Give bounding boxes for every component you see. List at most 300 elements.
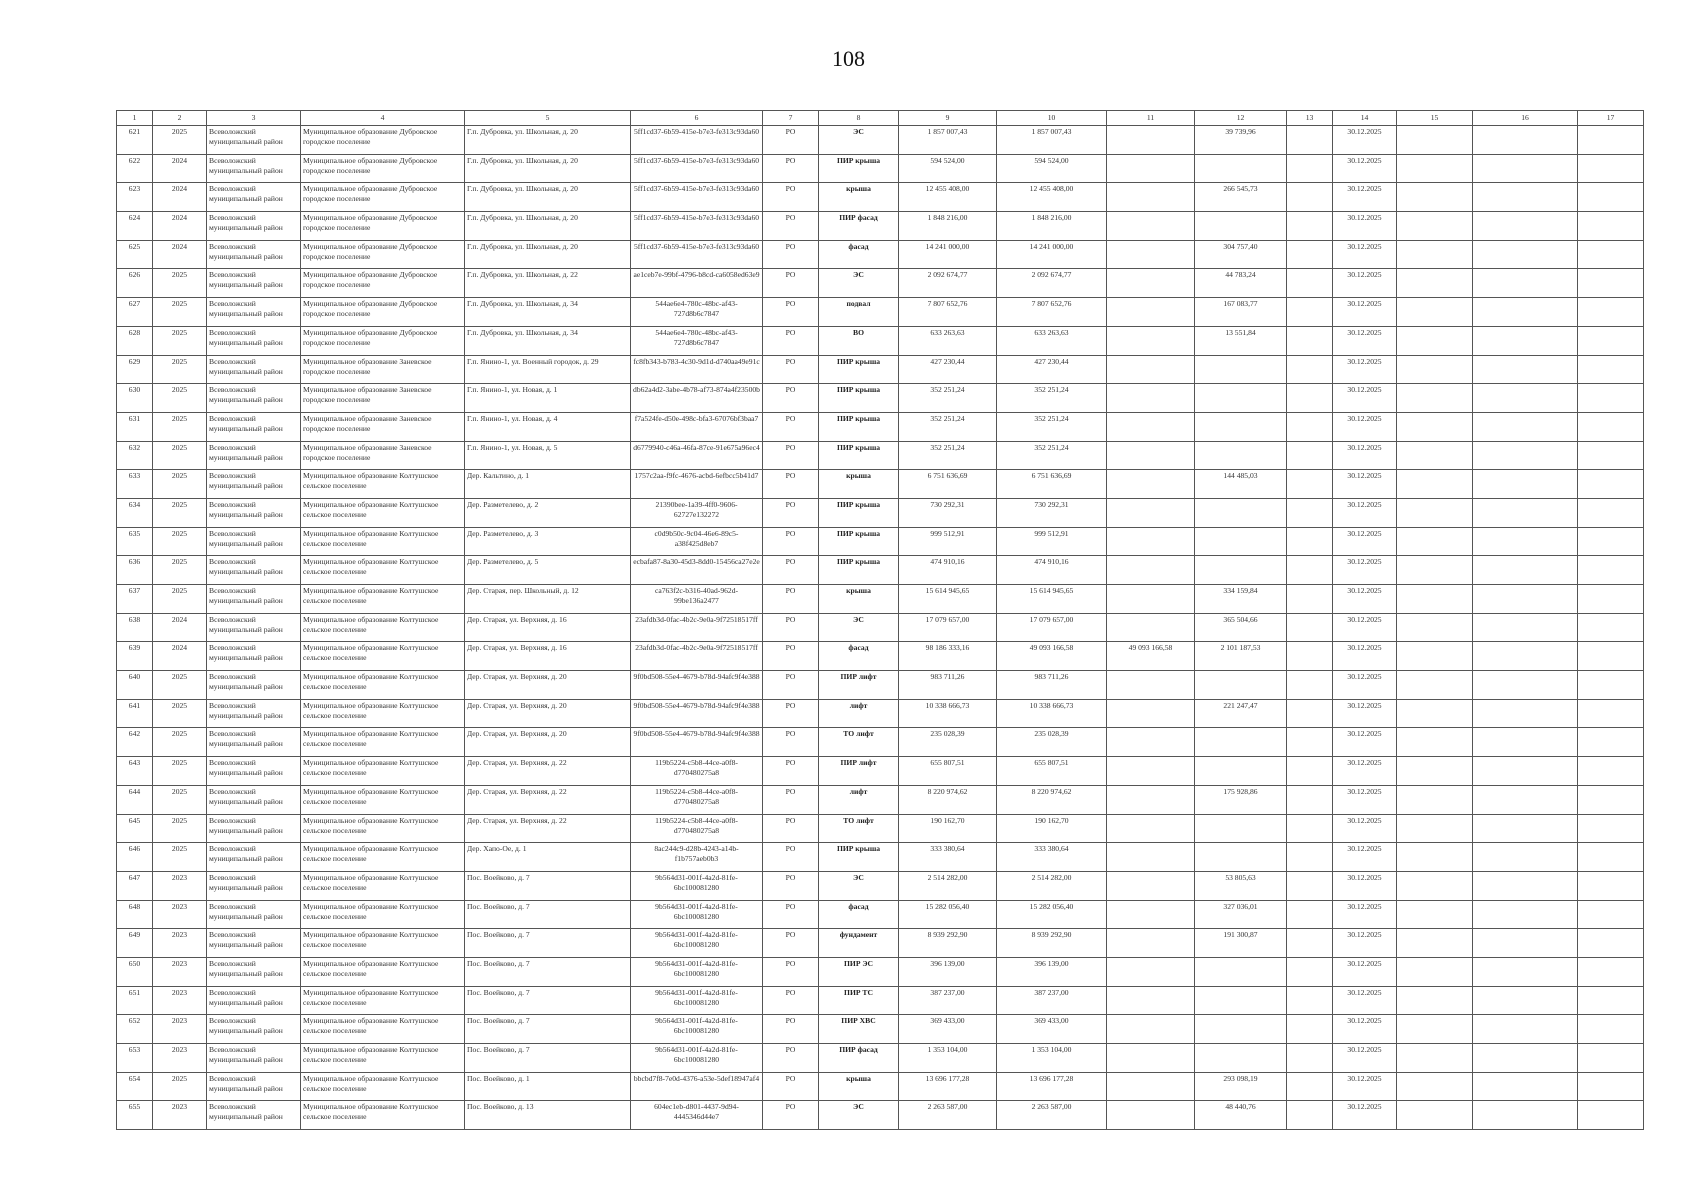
table-cell <box>1397 699 1473 728</box>
table-cell: 655 807,51 <box>899 757 997 786</box>
table-cell: РО <box>763 384 819 413</box>
table-cell: Г.п. Дубровка, ул. Школьная, д. 20 <box>465 126 631 155</box>
table-cell: 2 092 674,77 <box>899 269 997 298</box>
table-cell: 266 545,73 <box>1195 183 1287 212</box>
table-cell <box>1107 871 1195 900</box>
table-cell: Всеволожский муниципальный район <box>207 613 301 642</box>
table-cell <box>1473 441 1578 470</box>
table-cell: Всеволожский муниципальный район <box>207 412 301 441</box>
table-cell <box>1287 900 1333 929</box>
table-cell: d6779940-c46a-46fa-87ce-91e675a96ec4 <box>631 441 763 470</box>
table-cell: 2 514 282,00 <box>997 871 1107 900</box>
table-cell: Муниципальное образование Заневское городское поселение <box>301 412 465 441</box>
table-cell: Муниципальное образование Колтушское сельское поселение <box>301 785 465 814</box>
table-cell: Г.п. Дубровка, ул. Школьная, д. 20 <box>465 154 631 183</box>
table-cell <box>1397 384 1473 413</box>
column-header: 3 <box>207 111 301 126</box>
table-cell: РО <box>763 441 819 470</box>
table-cell: 5ff1cd37-6b59-415e-b7e3-fe313c93da60 <box>631 240 763 269</box>
table-cell: Муниципальное образование Колтушское сельское поселение <box>301 585 465 614</box>
table-cell: ПИР ЭС <box>819 957 899 986</box>
table-row <box>117 871 1644 900</box>
table-cell: 627 <box>117 298 153 327</box>
table-cell: 6 751 636,69 <box>899 470 997 499</box>
table-cell: Всеволожский муниципальный район <box>207 527 301 556</box>
table-cell: 10 338 666,73 <box>997 699 1107 728</box>
table-cell: 2025 <box>153 298 207 327</box>
column-header: 14 <box>1333 111 1397 126</box>
table-cell: 639 <box>117 642 153 671</box>
table-cell: 30.12.2025 <box>1333 814 1397 843</box>
table-cell <box>1473 957 1578 986</box>
table-cell <box>1578 498 1644 527</box>
table-cell: 544ae6e4-780c-48bc-af43-727d8b6c7847 <box>631 326 763 355</box>
table-cell: 2025 <box>153 671 207 700</box>
table-cell <box>1578 441 1644 470</box>
table-cell: 2025 <box>153 126 207 155</box>
table-cell: ПИР крыша <box>819 384 899 413</box>
table-cell <box>1107 699 1195 728</box>
table-row <box>117 699 1644 728</box>
table-cell: Пос. Воейково, д. 13 <box>465 1101 631 1130</box>
table-cell: 2024 <box>153 154 207 183</box>
table-cell: Пос. Воейково, д. 7 <box>465 957 631 986</box>
table-cell: крыша <box>819 183 899 212</box>
table-cell: 6 751 636,69 <box>997 470 1107 499</box>
table-cell <box>1397 1015 1473 1044</box>
table-cell: Муниципальное образование Колтушское сельское поселение <box>301 1015 465 1044</box>
table-cell <box>1397 957 1473 986</box>
table-cell: Всеволожский муниципальный район <box>207 441 301 470</box>
table-cell: Дер. Разметелево, д. 2 <box>465 498 631 527</box>
table-row <box>117 441 1644 470</box>
table-cell: 1 848 216,00 <box>899 212 997 241</box>
table-cell: Всеволожский муниципальный район <box>207 212 301 241</box>
table-cell: 655 <box>117 1101 153 1130</box>
table-cell: Г.п. Дубровка, ул. Школьная, д. 20 <box>465 240 631 269</box>
table-cell: ae1ceb7e-99bf-4796-b8cd-ca6058ed63e9 <box>631 269 763 298</box>
table-cell: Всеволожский муниципальный район <box>207 929 301 958</box>
table-cell: 625 <box>117 240 153 269</box>
table-cell: 1 353 104,00 <box>997 1044 1107 1073</box>
table-cell: подвал <box>819 298 899 327</box>
table-cell <box>1473 269 1578 298</box>
table-cell <box>1578 1044 1644 1073</box>
table-cell <box>1287 642 1333 671</box>
table-cell: 333 380,64 <box>997 843 1107 872</box>
table-cell <box>1195 556 1287 585</box>
column-header: 16 <box>1473 111 1578 126</box>
table-cell <box>1195 757 1287 786</box>
table-cell: 2023 <box>153 871 207 900</box>
table-cell: ЭС <box>819 269 899 298</box>
table-cell <box>1287 412 1333 441</box>
table-cell: 48 440,76 <box>1195 1101 1287 1130</box>
table-cell: 2025 <box>153 814 207 843</box>
column-header: 6 <box>631 111 763 126</box>
table-cell: 9b564d31-001f-4a2d-81fe-6bc100081280 <box>631 900 763 929</box>
table-cell: 30.12.2025 <box>1333 871 1397 900</box>
table-cell: 387 237,00 <box>997 986 1107 1015</box>
table-cell <box>1397 126 1473 155</box>
table-cell: РО <box>763 843 819 872</box>
table-cell: 352 251,24 <box>997 384 1107 413</box>
table-cell: 30.12.2025 <box>1333 154 1397 183</box>
table-cell: Всеволожский муниципальный район <box>207 671 301 700</box>
table-row <box>117 785 1644 814</box>
table-row <box>117 1072 1644 1101</box>
table-cell: ВО <box>819 326 899 355</box>
table-cell: 5ff1cd37-6b59-415e-b7e3-fe313c93da60 <box>631 126 763 155</box>
table-row <box>117 384 1644 413</box>
table-cell <box>1397 986 1473 1015</box>
table-cell <box>1107 126 1195 155</box>
table-cell <box>1195 986 1287 1015</box>
table-cell: 640 <box>117 671 153 700</box>
table-cell: 39 739,96 <box>1195 126 1287 155</box>
table-cell: РО <box>763 785 819 814</box>
table-cell: 30.12.2025 <box>1333 699 1397 728</box>
table-cell: 623 <box>117 183 153 212</box>
table-cell <box>1107 1015 1195 1044</box>
table-cell: 9b564d31-001f-4a2d-81fe-6bc100081280 <box>631 871 763 900</box>
table-cell: 649 <box>117 929 153 958</box>
table-cell <box>1578 900 1644 929</box>
table-cell: 352 251,24 <box>899 441 997 470</box>
table-cell <box>1287 1015 1333 1044</box>
table-cell: 30.12.2025 <box>1333 326 1397 355</box>
table-row <box>117 843 1644 872</box>
table-row <box>117 412 1644 441</box>
table-cell <box>1397 326 1473 355</box>
table-cell: крыша <box>819 585 899 614</box>
table-cell <box>1107 154 1195 183</box>
table-cell: РО <box>763 1044 819 1073</box>
table-cell: 5ff1cd37-6b59-415e-b7e3-fe313c93da60 <box>631 183 763 212</box>
table-cell: Муниципальное образование Колтушское сельское поселение <box>301 814 465 843</box>
table-cell: 2024 <box>153 183 207 212</box>
table-cell <box>1195 957 1287 986</box>
table-cell <box>1473 1072 1578 1101</box>
table-cell <box>1287 843 1333 872</box>
table-cell: Пос. Воейково, д. 7 <box>465 900 631 929</box>
table-cell: РО <box>763 900 819 929</box>
header-row <box>117 111 1644 126</box>
table-cell: 2023 <box>153 1015 207 1044</box>
table-cell: РО <box>763 814 819 843</box>
table-cell: 2025 <box>153 728 207 757</box>
table-cell: ПИР крыша <box>819 498 899 527</box>
table-cell <box>1287 126 1333 155</box>
column-header: 7 <box>763 111 819 126</box>
table-row <box>117 642 1644 671</box>
table-cell: 190 162,70 <box>899 814 997 843</box>
table-cell: лифт <box>819 785 899 814</box>
table-row <box>117 814 1644 843</box>
table-cell: 2025 <box>153 326 207 355</box>
table-cell: 12 455 408,00 <box>899 183 997 212</box>
table-cell <box>1397 240 1473 269</box>
table-cell <box>1107 470 1195 499</box>
table-cell <box>1287 183 1333 212</box>
table-cell: 2 092 674,77 <box>997 269 1107 298</box>
table-cell <box>1107 183 1195 212</box>
table-cell: 144 485,03 <box>1195 470 1287 499</box>
table-cell: fc8fb343-b783-4c30-9d1d-d740aa49e91c <box>631 355 763 384</box>
table-cell <box>1578 384 1644 413</box>
table-cell <box>1578 269 1644 298</box>
table-cell <box>1578 642 1644 671</box>
table-cell <box>1287 1044 1333 1073</box>
table-row <box>117 900 1644 929</box>
table-cell <box>1107 412 1195 441</box>
table-cell: Дер. Старая, ул. Верхняя, д. 20 <box>465 671 631 700</box>
table-cell: 2025 <box>153 785 207 814</box>
table-cell: Всеволожский муниципальный район <box>207 498 301 527</box>
table-cell <box>1287 384 1333 413</box>
table-cell: 646 <box>117 843 153 872</box>
table-cell: Муниципальное образование Колтушское сельское поселение <box>301 613 465 642</box>
table-cell: 983 711,26 <box>997 671 1107 700</box>
table-row <box>117 269 1644 298</box>
table-cell: 49 093 166,58 <box>997 642 1107 671</box>
table-cell: 645 <box>117 814 153 843</box>
table-cell <box>1473 1015 1578 1044</box>
table-cell: Всеволожский муниципальный район <box>207 326 301 355</box>
table-cell: 30.12.2025 <box>1333 1015 1397 1044</box>
table-cell: 352 251,24 <box>997 412 1107 441</box>
table-cell: 2025 <box>153 498 207 527</box>
table-cell: Всеволожский муниципальный район <box>207 1015 301 1044</box>
table-cell: Всеволожский муниципальный район <box>207 843 301 872</box>
table-cell: Всеволожский муниципальный район <box>207 957 301 986</box>
table-cell: 30.12.2025 <box>1333 355 1397 384</box>
table-row <box>117 126 1644 155</box>
table-cell <box>1397 556 1473 585</box>
table-cell: 304 757,40 <box>1195 240 1287 269</box>
table-cell: f7a524fe-d50e-498c-bfa3-67076bf3baa7 <box>631 412 763 441</box>
table-cell: 175 928,86 <box>1195 785 1287 814</box>
table-cell: Всеволожский муниципальный район <box>207 642 301 671</box>
table-cell <box>1107 212 1195 241</box>
table-cell: 2024 <box>153 240 207 269</box>
table-cell: 30.12.2025 <box>1333 240 1397 269</box>
data-table <box>116 110 1644 1130</box>
table-cell <box>1397 785 1473 814</box>
table-cell <box>1195 1044 1287 1073</box>
column-header: 2 <box>153 111 207 126</box>
table-cell <box>1578 212 1644 241</box>
table-cell <box>1287 355 1333 384</box>
table-cell: ЭС <box>819 871 899 900</box>
table-cell: 396 139,00 <box>899 957 997 986</box>
table-cell: Муниципальное образование Колтушское сельское поселение <box>301 642 465 671</box>
table-cell: 427 230,44 <box>997 355 1107 384</box>
table-row <box>117 556 1644 585</box>
table-cell: 30.12.2025 <box>1333 470 1397 499</box>
table-cell <box>1578 1072 1644 1101</box>
table-cell <box>1397 585 1473 614</box>
table-row <box>117 957 1644 986</box>
table-cell: Всеволожский муниципальный район <box>207 785 301 814</box>
table-row <box>117 986 1644 1015</box>
table-cell: 9b564d31-001f-4a2d-81fe-6bc100081280 <box>631 957 763 986</box>
table-cell: РО <box>763 212 819 241</box>
table-cell: 30.12.2025 <box>1333 986 1397 1015</box>
table-cell: 30.12.2025 <box>1333 757 1397 786</box>
table-cell: РО <box>763 183 819 212</box>
table-cell: РО <box>763 556 819 585</box>
table-cell: ПИР лифт <box>819 671 899 700</box>
table-cell: Всеволожский муниципальный район <box>207 986 301 1015</box>
table-cell: ПИР крыша <box>819 527 899 556</box>
table-cell <box>1195 412 1287 441</box>
table-cell: 30.12.2025 <box>1333 212 1397 241</box>
table-cell: 30.12.2025 <box>1333 642 1397 671</box>
table-cell: 2023 <box>153 986 207 1015</box>
table-cell <box>1473 384 1578 413</box>
table-cell <box>1397 269 1473 298</box>
table-cell: РО <box>763 871 819 900</box>
table-cell: 1 353 104,00 <box>899 1044 997 1073</box>
table-cell <box>1473 470 1578 499</box>
table-cell: Муниципальное образование Дубровское городское поселение <box>301 126 465 155</box>
table-cell <box>1397 929 1473 958</box>
table-cell: Г.п. Янино-1, ул. Военный городок, д. 29 <box>465 355 631 384</box>
table-cell: 17 079 657,00 <box>899 613 997 642</box>
table-cell: РО <box>763 355 819 384</box>
table-cell <box>1473 728 1578 757</box>
table-row <box>117 498 1644 527</box>
table-cell: 13 551,84 <box>1195 326 1287 355</box>
table-cell <box>1397 154 1473 183</box>
table-cell: Дер. Старая, ул. Верхняя, д. 16 <box>465 642 631 671</box>
table-cell: Всеволожский муниципальный район <box>207 1044 301 1073</box>
table-cell <box>1107 728 1195 757</box>
table-cell <box>1287 728 1333 757</box>
table-cell: ПИР фасад <box>819 1044 899 1073</box>
table-cell: 2025 <box>153 527 207 556</box>
table-cell <box>1397 298 1473 327</box>
table-cell <box>1107 900 1195 929</box>
table-cell: 30.12.2025 <box>1333 671 1397 700</box>
table-cell: 190 162,70 <box>997 814 1107 843</box>
table-cell: 2025 <box>153 699 207 728</box>
table-cell: bbcbd7f8-7e0d-4376-a53e-5def18947af4 <box>631 1072 763 1101</box>
column-header: 17 <box>1578 111 1644 126</box>
table-cell: 334 159,84 <box>1195 585 1287 614</box>
table-cell: 14 241 000,00 <box>997 240 1107 269</box>
table-cell: ca763f2c-b316-40ad-962d-99be136a2477 <box>631 585 763 614</box>
table-cell: ПИР крыша <box>819 843 899 872</box>
table-cell: Всеволожский муниципальный район <box>207 585 301 614</box>
table-cell: Г.п. Янино-1, ул. Новая, д. 1 <box>465 384 631 413</box>
table-cell: 637 <box>117 585 153 614</box>
table-cell: 626 <box>117 269 153 298</box>
table-cell <box>1397 212 1473 241</box>
table-cell: 638 <box>117 613 153 642</box>
table-cell: 8 939 292,90 <box>997 929 1107 958</box>
table-cell: Муниципальное образование Заневское городское поселение <box>301 441 465 470</box>
table-cell: РО <box>763 126 819 155</box>
table-cell: РО <box>763 757 819 786</box>
table-cell: Дер. Разметелево, д. 3 <box>465 527 631 556</box>
table-cell: ПИР лифт <box>819 757 899 786</box>
table-cell: 5ff1cd37-6b59-415e-b7e3-fe313c93da60 <box>631 154 763 183</box>
table-cell: 235 028,39 <box>899 728 997 757</box>
table-cell <box>1287 498 1333 527</box>
table-row <box>117 154 1644 183</box>
table-cell: 2025 <box>153 441 207 470</box>
table-cell <box>1578 843 1644 872</box>
table-cell: 633 263,63 <box>997 326 1107 355</box>
table-cell: 30.12.2025 <box>1333 412 1397 441</box>
table-cell: ПИР крыша <box>819 154 899 183</box>
table-cell: 730 292,31 <box>899 498 997 527</box>
table-cell: 983 711,26 <box>899 671 997 700</box>
table-cell: 653 <box>117 1044 153 1073</box>
table-cell <box>1195 154 1287 183</box>
table-cell: Муниципальное образование Колтушское сельское поселение <box>301 498 465 527</box>
table-cell: Муниципальное образование Колтушское сельское поселение <box>301 1072 465 1101</box>
table-cell <box>1397 1072 1473 1101</box>
table-cell <box>1107 843 1195 872</box>
table-cell: Муниципальное образование Заневское городское поселение <box>301 384 465 413</box>
table-cell: РО <box>763 298 819 327</box>
table-cell: 12 455 408,00 <box>997 183 1107 212</box>
table-cell: РО <box>763 412 819 441</box>
table-cell: ПИР ТС <box>819 986 899 1015</box>
table-cell: Дер. Разметелево, д. 5 <box>465 556 631 585</box>
table-cell <box>1578 785 1644 814</box>
table-cell: 629 <box>117 355 153 384</box>
table-cell: Дер. Старая, ул. Верхняя, д. 22 <box>465 757 631 786</box>
table-cell <box>1107 498 1195 527</box>
table-cell: 352 251,24 <box>899 412 997 441</box>
table-cell: Муниципальное образование Колтушское сельское поселение <box>301 728 465 757</box>
table-cell <box>1287 957 1333 986</box>
table-cell: 98 186 333,16 <box>899 642 997 671</box>
table-cell: 2023 <box>153 1101 207 1130</box>
table-cell: 631 <box>117 412 153 441</box>
table-row <box>117 1101 1644 1130</box>
table-cell: 643 <box>117 757 153 786</box>
table-cell <box>1473 814 1578 843</box>
table-cell <box>1473 126 1578 155</box>
table-cell: 2025 <box>153 412 207 441</box>
table-cell <box>1287 757 1333 786</box>
table-row <box>117 929 1644 958</box>
table-cell: 642 <box>117 728 153 757</box>
table-cell <box>1107 585 1195 614</box>
table-cell: 999 512,91 <box>997 527 1107 556</box>
table-cell: 167 083,77 <box>1195 298 1287 327</box>
table-cell: 30.12.2025 <box>1333 183 1397 212</box>
table-cell: ТО лифт <box>819 814 899 843</box>
table-cell <box>1397 498 1473 527</box>
table-cell <box>1397 900 1473 929</box>
table-cell <box>1397 671 1473 700</box>
table-cell: Муниципальное образование Дубровское городское поселение <box>301 154 465 183</box>
column-header: 9 <box>899 111 997 126</box>
table-cell: 2 514 282,00 <box>899 871 997 900</box>
table-cell: Муниципальное образование Колтушское сельское поселение <box>301 1044 465 1073</box>
table-cell <box>1107 814 1195 843</box>
table-cell: 2025 <box>153 556 207 585</box>
table-row <box>117 585 1644 614</box>
table-cell: 30.12.2025 <box>1333 384 1397 413</box>
table-cell: РО <box>763 154 819 183</box>
